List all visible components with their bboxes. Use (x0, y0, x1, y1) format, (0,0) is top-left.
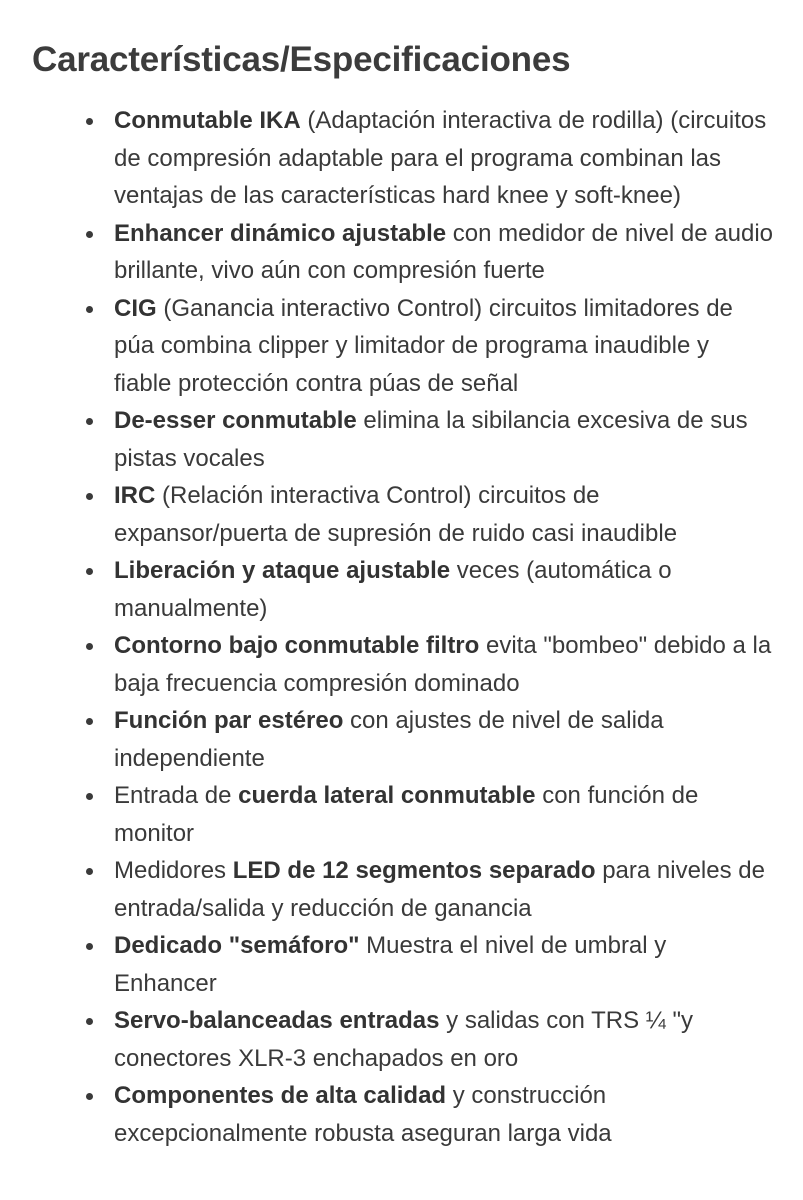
list-item (114, 852, 773, 927)
item-text: elimina la sibilancia excesiva de sus pistas vocales (114, 407, 748, 472)
list-item (114, 1002, 773, 1077)
feature-list (32, 102, 773, 1152)
item-text: veces (automática o manualmente) (114, 557, 672, 622)
item-highlight: IRC (114, 482, 156, 509)
item-highlight: De-esser conmutable (114, 407, 357, 434)
list-item (114, 102, 773, 215)
item-text: (Adaptación interactiva de rodilla) (circuitos de compresión adaptable para el programa combinan las ventajas de las características hard knee y soft-knee) (114, 107, 767, 209)
list-item (114, 402, 773, 477)
item-highlight: Contorno bajo conmutable filtro (114, 632, 480, 659)
item-highlight: Enhancer dinámico ajustable (114, 219, 447, 247)
item-lead: Entrada de (114, 782, 239, 809)
item-highlight: Dedicado "semáforo" (114, 932, 360, 959)
list-item (114, 1077, 773, 1152)
item-text: (Relación interactiva Control) circuitos de expansor/puerta de supresión de ruido casi inaudible (114, 482, 678, 547)
item-text: para niveles de entrada/salida y reducción de ganancia (114, 857, 765, 922)
list-item (114, 215, 773, 290)
item-highlight: cuerda lateral conmutable (238, 782, 536, 809)
list-item (114, 552, 773, 627)
item-text: evita "bombeo" debido a la baja frecuencia compresión dominado (114, 632, 772, 697)
item-highlight: LED de 12 segmentos separado (232, 857, 596, 884)
item-highlight: Componentes de alta calidad (114, 1082, 447, 1109)
page-title: Características/Especificaciones (32, 40, 571, 79)
item-highlight: CIG (114, 294, 157, 322)
item-text: con ajustes de nivel de salida independiente (114, 707, 664, 772)
item-lead: Medidores (114, 857, 233, 884)
list-item (114, 290, 773, 403)
list-item (114, 927, 773, 1002)
item-text: y salidas con TRS ¼ "y conectores XLR-3 enchapados en oro (114, 1007, 694, 1072)
list-item (114, 477, 773, 552)
list-item (114, 702, 773, 777)
item-highlight: Función par estéreo (114, 707, 344, 734)
item-text: Muestra el nivel de umbral y Enhancer (114, 932, 667, 997)
item-text: (Ganancia interactivo Control) circuitos limitadores de púa combina clipper y limitador de programa inaudible y fiable protección contra púas de señal (114, 294, 733, 397)
item-highlight: Servo-balanceadas entradas (114, 1007, 440, 1034)
item-highlight: Liberación y ataque ajustable (114, 557, 451, 584)
list-item (114, 777, 773, 852)
list-item (114, 627, 773, 702)
item-text: y construcción excepcionalmente robusta aseguran larga vida (114, 1082, 612, 1147)
item-text: con medidor de nivel de audio brillante, vivo aún con compresión fuerte (114, 219, 773, 284)
item-highlight: Conmutable IKA (114, 107, 301, 134)
item-text: con función de monitor (114, 782, 699, 847)
